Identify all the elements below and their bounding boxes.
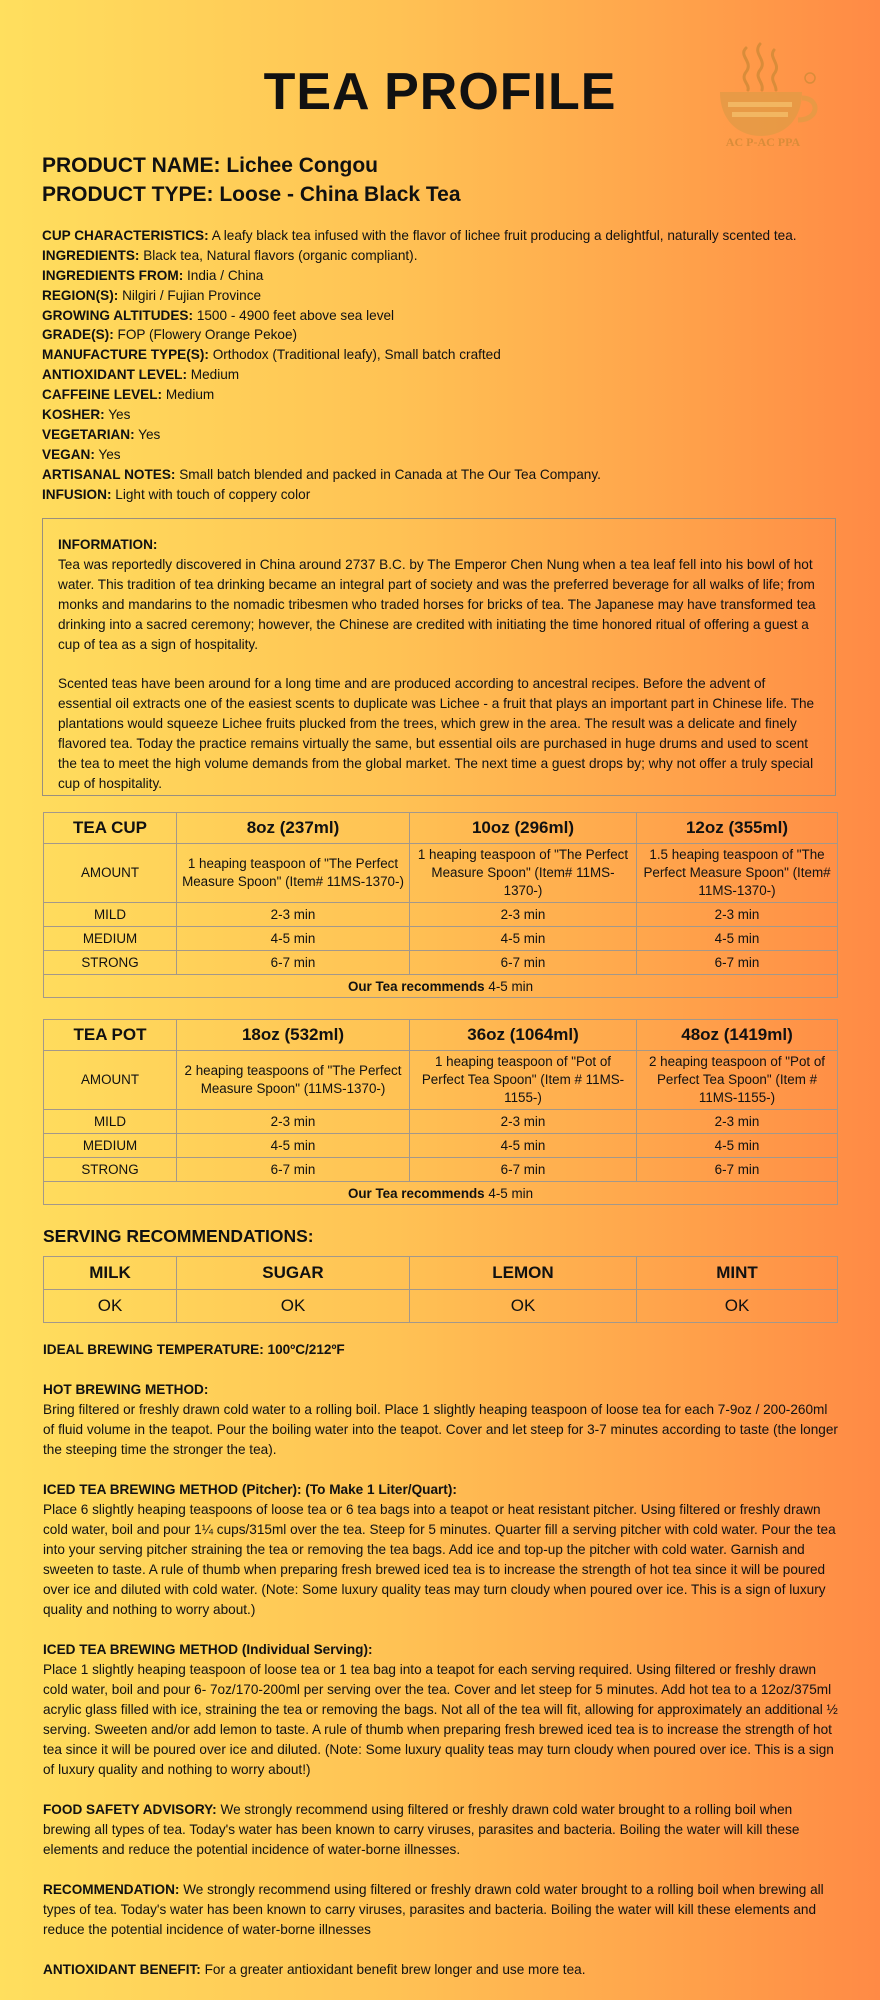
serving-header-sugar: SUGAR <box>177 1257 410 1290</box>
spec-caffeine-level: CAFFEINE LEVEL: Medium <box>42 387 215 403</box>
serving-table <box>43 1256 838 1323</box>
steep-time-cell: 4-5 min <box>410 927 637 951</box>
serving-heading: SERVING RECOMMENDATIONS: <box>43 1226 314 1246</box>
amount-cell: 2 heaping teaspoons of "The Perfect Measure Spoon" (11MS-1370-) <box>177 1051 410 1110</box>
amount-cell: 1 heaping teaspoon of "The Perfect Measure Spoon" (Item# 11MS-1370-) <box>177 844 410 903</box>
information-heading: INFORMATION: <box>58 537 158 552</box>
serving-header-milk: MILK <box>44 1257 177 1290</box>
tea-cup-header: TEA CUP <box>44 813 177 844</box>
food-safety-advisory: FOOD SAFETY ADVISORY: We strongly recommend using filtered or freshly drawn cold water brought to a rolling boil when brewing all types of tea. Today's water has been known to carry viruses, parasites and bacteria. Boiling the water will kill these elements and reduce the potential incidence of water-borne illnesses. <box>43 1802 800 1857</box>
steep-time-cell: 4-5 min <box>637 927 838 951</box>
tea-pot-recommendation: Our Tea recommends 4-5 min <box>44 1182 838 1205</box>
strength-label: MEDIUM <box>44 927 177 951</box>
antioxidant-benefit: ANTIOXIDANT BENEFIT: For a greater antioxidant benefit brew longer and use more tea. <box>43 1962 586 1977</box>
spec-regions: REGION(S): Nilgiri / Fujian Province <box>42 287 262 303</box>
serving-value-milk: OK <box>44 1290 177 1323</box>
product-type-label: PRODUCT TYPE: <box>42 183 214 206</box>
amount-label: AMOUNT <box>44 844 177 903</box>
steep-time-cell: 2-3 min <box>637 1110 838 1134</box>
steep-time-cell: 6-7 min <box>177 951 410 975</box>
tea-pot-header: TEA POT <box>44 1020 177 1051</box>
information-box <box>42 518 836 796</box>
page-title: TEA PROFILE <box>263 63 617 121</box>
serving-value-lemon: OK <box>410 1290 637 1323</box>
amount-cell: 1.5 heaping teaspoon of "The Perfect Measure Spoon" (Item# 11MS-1370-) <box>637 844 838 903</box>
spec-cup-characteristics: CUP CHARACTERISTICS: A leafy black tea infused with the flavor of lichee fruit producing a delightful, naturally scented tea. <box>42 228 797 243</box>
amount-cell: 2 heaping teaspoon of "Pot of Perfect Tea Spoon" (Item # 11MS-1155-) <box>637 1051 838 1110</box>
spec-ingredients-from: INGREDIENTS FROM: India / China <box>42 267 264 283</box>
hot-brewing-method: HOT BREWING METHOD: Bring filtered or freshly drawn cold water to a rolling boil. Place 1 slightly heaping teaspoon of loose tea for each 7-9oz / 200-260ml of fluid volume in the teapot. Pour the boiling water into the teapot. Cover and let steep for 3-7 minutes according to taste (the longer the steeping time the stronger the tea). <box>43 1382 838 1457</box>
strength-label: MILD <box>44 903 177 927</box>
spec-ingredients: INGREDIENTS: Black tea, Natural flavors (organic compliant). <box>42 247 418 263</box>
information-paragraph-1: Tea was reportedly discovered in China around 2737 B.C. by The Emperor Chen Nung when a tea leaf fell into his bowl of hot water. This tradition of tea drinking became an integral part of society and was the preferred beverage for all walks of life; from monks and mandarins to the nomadic tribesmen who traded horses for bricks of tea. The Japanese may have transformed tea drinking into a sacred ceremony; however, the Chinese are credited with initiating the time honored ritual of offering a guest a cup of tea as a sign of hospitality. <box>58 556 816 652</box>
product-name-label: PRODUCT NAME: <box>42 154 221 177</box>
recommendation: RECOMMENDATION: We strongly recommend using filtered or freshly drawn cold water brought to a rolling boil when brewing all types of tea. Today's water has been known to carry viruses, parasites and bacteria. Boiling the water will kill these elements and reduce the potential incidence of water-borne illnesses <box>43 1882 824 1937</box>
brewing-temperature: IDEAL BREWING TEMPERATURE: 100ºC/212ºF <box>43 1342 345 1357</box>
tea-pot-size: 36oz (1064ml) <box>410 1020 637 1051</box>
tea-cup-logo-icon <box>698 40 828 150</box>
strength-label: STRONG <box>44 951 177 975</box>
spec-list <box>42 226 842 504</box>
steep-time-cell: 4-5 min <box>637 1134 838 1158</box>
spec-antioxidant-level: ANTIOXIDANT LEVEL: Medium <box>42 367 240 383</box>
steep-time-cell: 2-3 min <box>177 1110 410 1134</box>
amount-cell: 1 heaping teaspoon of "Pot of Perfect Tea Spoon" (Item # 11MS-1155-) <box>410 1051 637 1110</box>
steep-time-cell: 6-7 min <box>637 951 838 975</box>
steep-time-cell: 6-7 min <box>177 1158 410 1182</box>
spec-artisanal-notes: ARTISANAL NOTES: Small batch blended and packed in Canada at The Our Tea Company. <box>42 466 601 482</box>
strength-label: MILD <box>44 1110 177 1134</box>
serving-header-lemon: LEMON <box>410 1257 637 1290</box>
tea-cup-size: 10oz (296ml) <box>410 813 637 844</box>
tea-pot-size: 48oz (1419ml) <box>637 1020 838 1051</box>
amount-label: AMOUNT <box>44 1051 177 1110</box>
iced-individual-method: ICED TEA BREWING METHOD (Individual Serving): Place 1 slightly heaping teaspoon of loose tea or 1 tea bag into a teapot for each serving required. Using filtered or freshly drawn cold water, boil and pour 6- 7oz/170-200ml per serving over the tea. Cover and let steep for 5 minutes. Add hot tea to a 12oz/375ml acrylic glass filled with ice, straining the tea or removing the bags. Not all of the tea will fit, allowing for approximately an additional ½ serving. Sweeten and/or add lemon to taste. A rule of thumb when preparing fresh brewed iced tea is to increase the strength of hot tea since it will be poured over ice and diluted. (Note: Some luxury quality teas may turn cloudy when poured over ice. This is a sign of luxury quality and nothing to worry about!) <box>43 1642 838 1777</box>
serving-value-sugar: OK <box>177 1290 410 1323</box>
spec-kosher: KOSHER: Yes <box>42 407 131 423</box>
steep-time-cell: 4-5 min <box>410 1134 637 1158</box>
spec-infusion: INFUSION: Light with touch of coppery color <box>42 486 311 502</box>
serving-value-mint: OK <box>637 1290 838 1323</box>
steep-time-cell: 2-3 min <box>410 903 637 927</box>
spec-grades: GRADE(S): FOP (Flowery Orange Pekoe) <box>42 327 298 343</box>
amount-cell: 1 heaping teaspoon of "The Perfect Measure Spoon" (Item# 11MS-1370-) <box>410 844 637 903</box>
serving-header-mint: MINT <box>637 1257 838 1290</box>
steep-time-cell: 6-7 min <box>637 1158 838 1182</box>
steep-time-cell: 4-5 min <box>177 927 410 951</box>
product-name-line <box>42 154 378 178</box>
spec-vegetarian: VEGETARIAN: Yes <box>42 426 161 442</box>
tea-cup-size: 12oz (355ml) <box>637 813 838 844</box>
steep-time-cell: 2-3 min <box>410 1110 637 1134</box>
steep-time-cell: 6-7 min <box>410 1158 637 1182</box>
steep-time-cell: 2-3 min <box>177 903 410 927</box>
iced-pitcher-method: ICED TEA BREWING METHOD (Pitcher): (To Make 1 Liter/Quart): Place 6 slightly heaping teaspoons of loose tea or 6 tea bags into a teapot or heat resistant pitcher. Using filtered or freshly drawn cold water, boil and pour 1¼ cups/315ml over the tea. Steep for 5 minutes. Quarter fill a serving pitcher with cold water. Pour the tea into your serving pitcher straining the tea or removing the tea bags. Add ice and top-up the pitcher with cold water. Garnish and sweeten to taste. A rule of thumb when preparing fresh brewed iced tea is to increase the strength of hot tea since it will be poured over ice and diluted with cold water. (Note: Some luxury quality teas may turn cloudy when poured over ice. This is a sign of luxury quality and nothing to worry about.) <box>43 1482 836 1617</box>
product-type: Loose - China Black Tea <box>219 183 461 206</box>
steep-time-cell: 2-3 min <box>637 903 838 927</box>
tea-cup-recommendation: Our Tea recommends 4-5 min <box>44 975 838 998</box>
spec-manufacture-types: MANUFACTURE TYPE(S): Orthodox (Traditional leafy), Small batch crafted <box>42 347 501 363</box>
tea-cup-size: 8oz (237ml) <box>177 813 410 844</box>
tea-pot-table <box>43 1019 838 1205</box>
information-paragraph-2: Scented teas have been around for a long time and are produced according to ancestral recipes. Before the advent of essential oil extracts one of the easiest scents to duplicate was Lichee - a fruit that plays an important part in Chinese life. The plantations would squeeze Lichee fruits plucked from the trees, which grew in the area. The result was a delicate and finely flavored tea. Today the practice remains virtually the same, but essential oils are purchased in huge drums and used to scent the tea to meet the high volume demands from the global market. The next time a guest drops by; why not offer a truly special cup of hospitality. <box>58 676 815 791</box>
tea-cup-table <box>43 812 838 998</box>
product-type-line <box>42 183 461 207</box>
strength-label: MEDIUM <box>44 1134 177 1158</box>
steep-time-cell: 6-7 min <box>410 951 637 975</box>
steep-time-cell: 4-5 min <box>177 1134 410 1158</box>
brewing-instructions <box>43 1340 839 2000</box>
spec-vegan: VEGAN: Yes <box>42 446 121 462</box>
logo-text: AC P-AC PPA <box>725 135 801 149</box>
product-name: Lichee Congou <box>226 154 379 177</box>
tea-pot-size: 18oz (532ml) <box>177 1020 410 1051</box>
spec-growing-altitudes: GROWING ALTITUDES: 1500 - 4900 feet above sea level <box>42 307 395 323</box>
strength-label: STRONG <box>44 1158 177 1182</box>
